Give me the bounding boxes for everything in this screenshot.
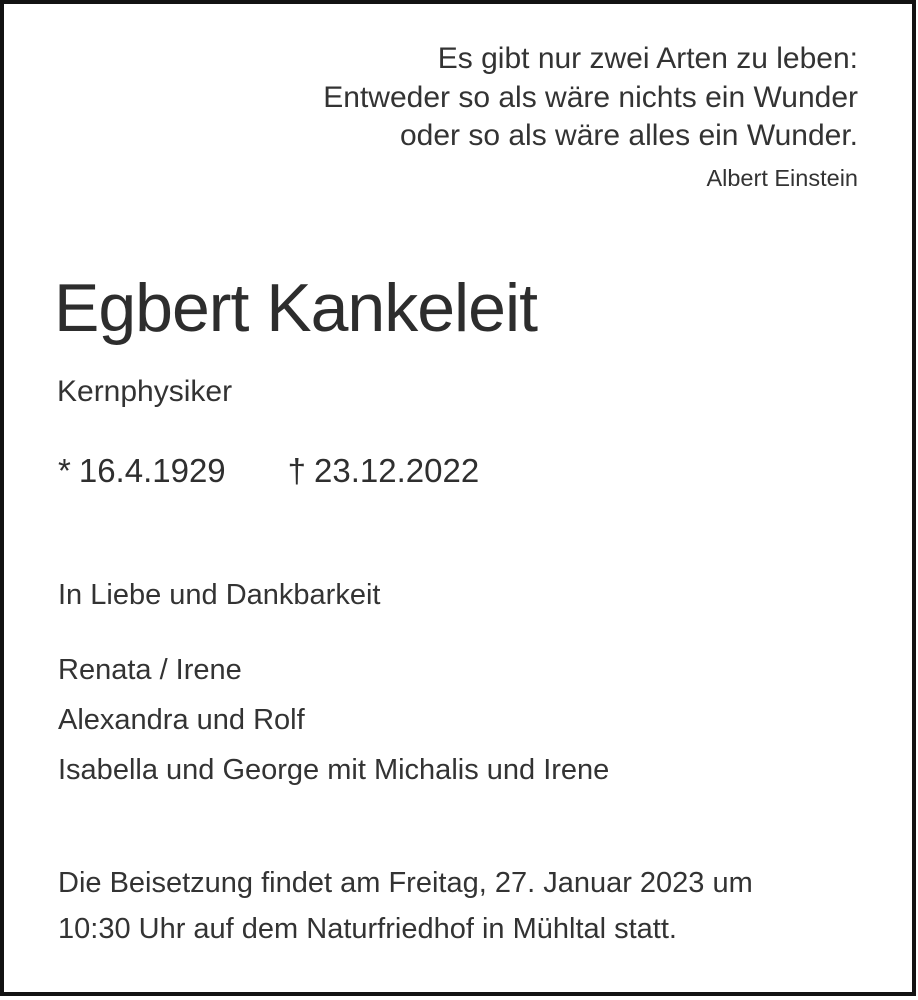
mourner-name: Renata / Irene <box>58 654 242 686</box>
mourner-name: Alexandra und Rolf <box>58 704 305 736</box>
birth-star-symbol: * <box>58 452 71 489</box>
quote-line: oder so als wäre alles ein Wunder. <box>399 119 858 152</box>
quote-attribution: Albert Einstein <box>706 165 858 191</box>
funeral-announcement-line: 10:30 Uhr auf dem Naturfriedhof in Mühltal statt. <box>58 913 677 945</box>
birth-date <box>58 452 226 489</box>
quote-line: Entweder so als wäre nichts ein Wunder <box>323 80 858 114</box>
condolence-intro: In Liebe und Dankbarkeit <box>58 579 381 611</box>
deceased-name: Egbert Kankeleit <box>54 270 537 346</box>
funeral-announcement <box>58 860 753 952</box>
memorial-quote <box>323 40 858 156</box>
birth-date-value: 16.4.1929 <box>78 452 226 489</box>
life-dates <box>58 454 479 487</box>
deceased-profession: Kernphysiker <box>57 375 233 408</box>
death-date <box>288 452 480 489</box>
death-dagger-symbol: † <box>287 452 307 489</box>
mourners-list <box>58 645 609 795</box>
funeral-announcement-line: Die Beisetzung findet am Freitag, 27. Januar 2023 um <box>58 867 753 899</box>
quote-line: Es gibt nur zwei Arten zu leben: <box>437 42 858 75</box>
death-date-value: 23.12.2022 <box>314 452 480 489</box>
mourner-name: Isabella und George mit Michalis und Irene <box>58 754 610 786</box>
